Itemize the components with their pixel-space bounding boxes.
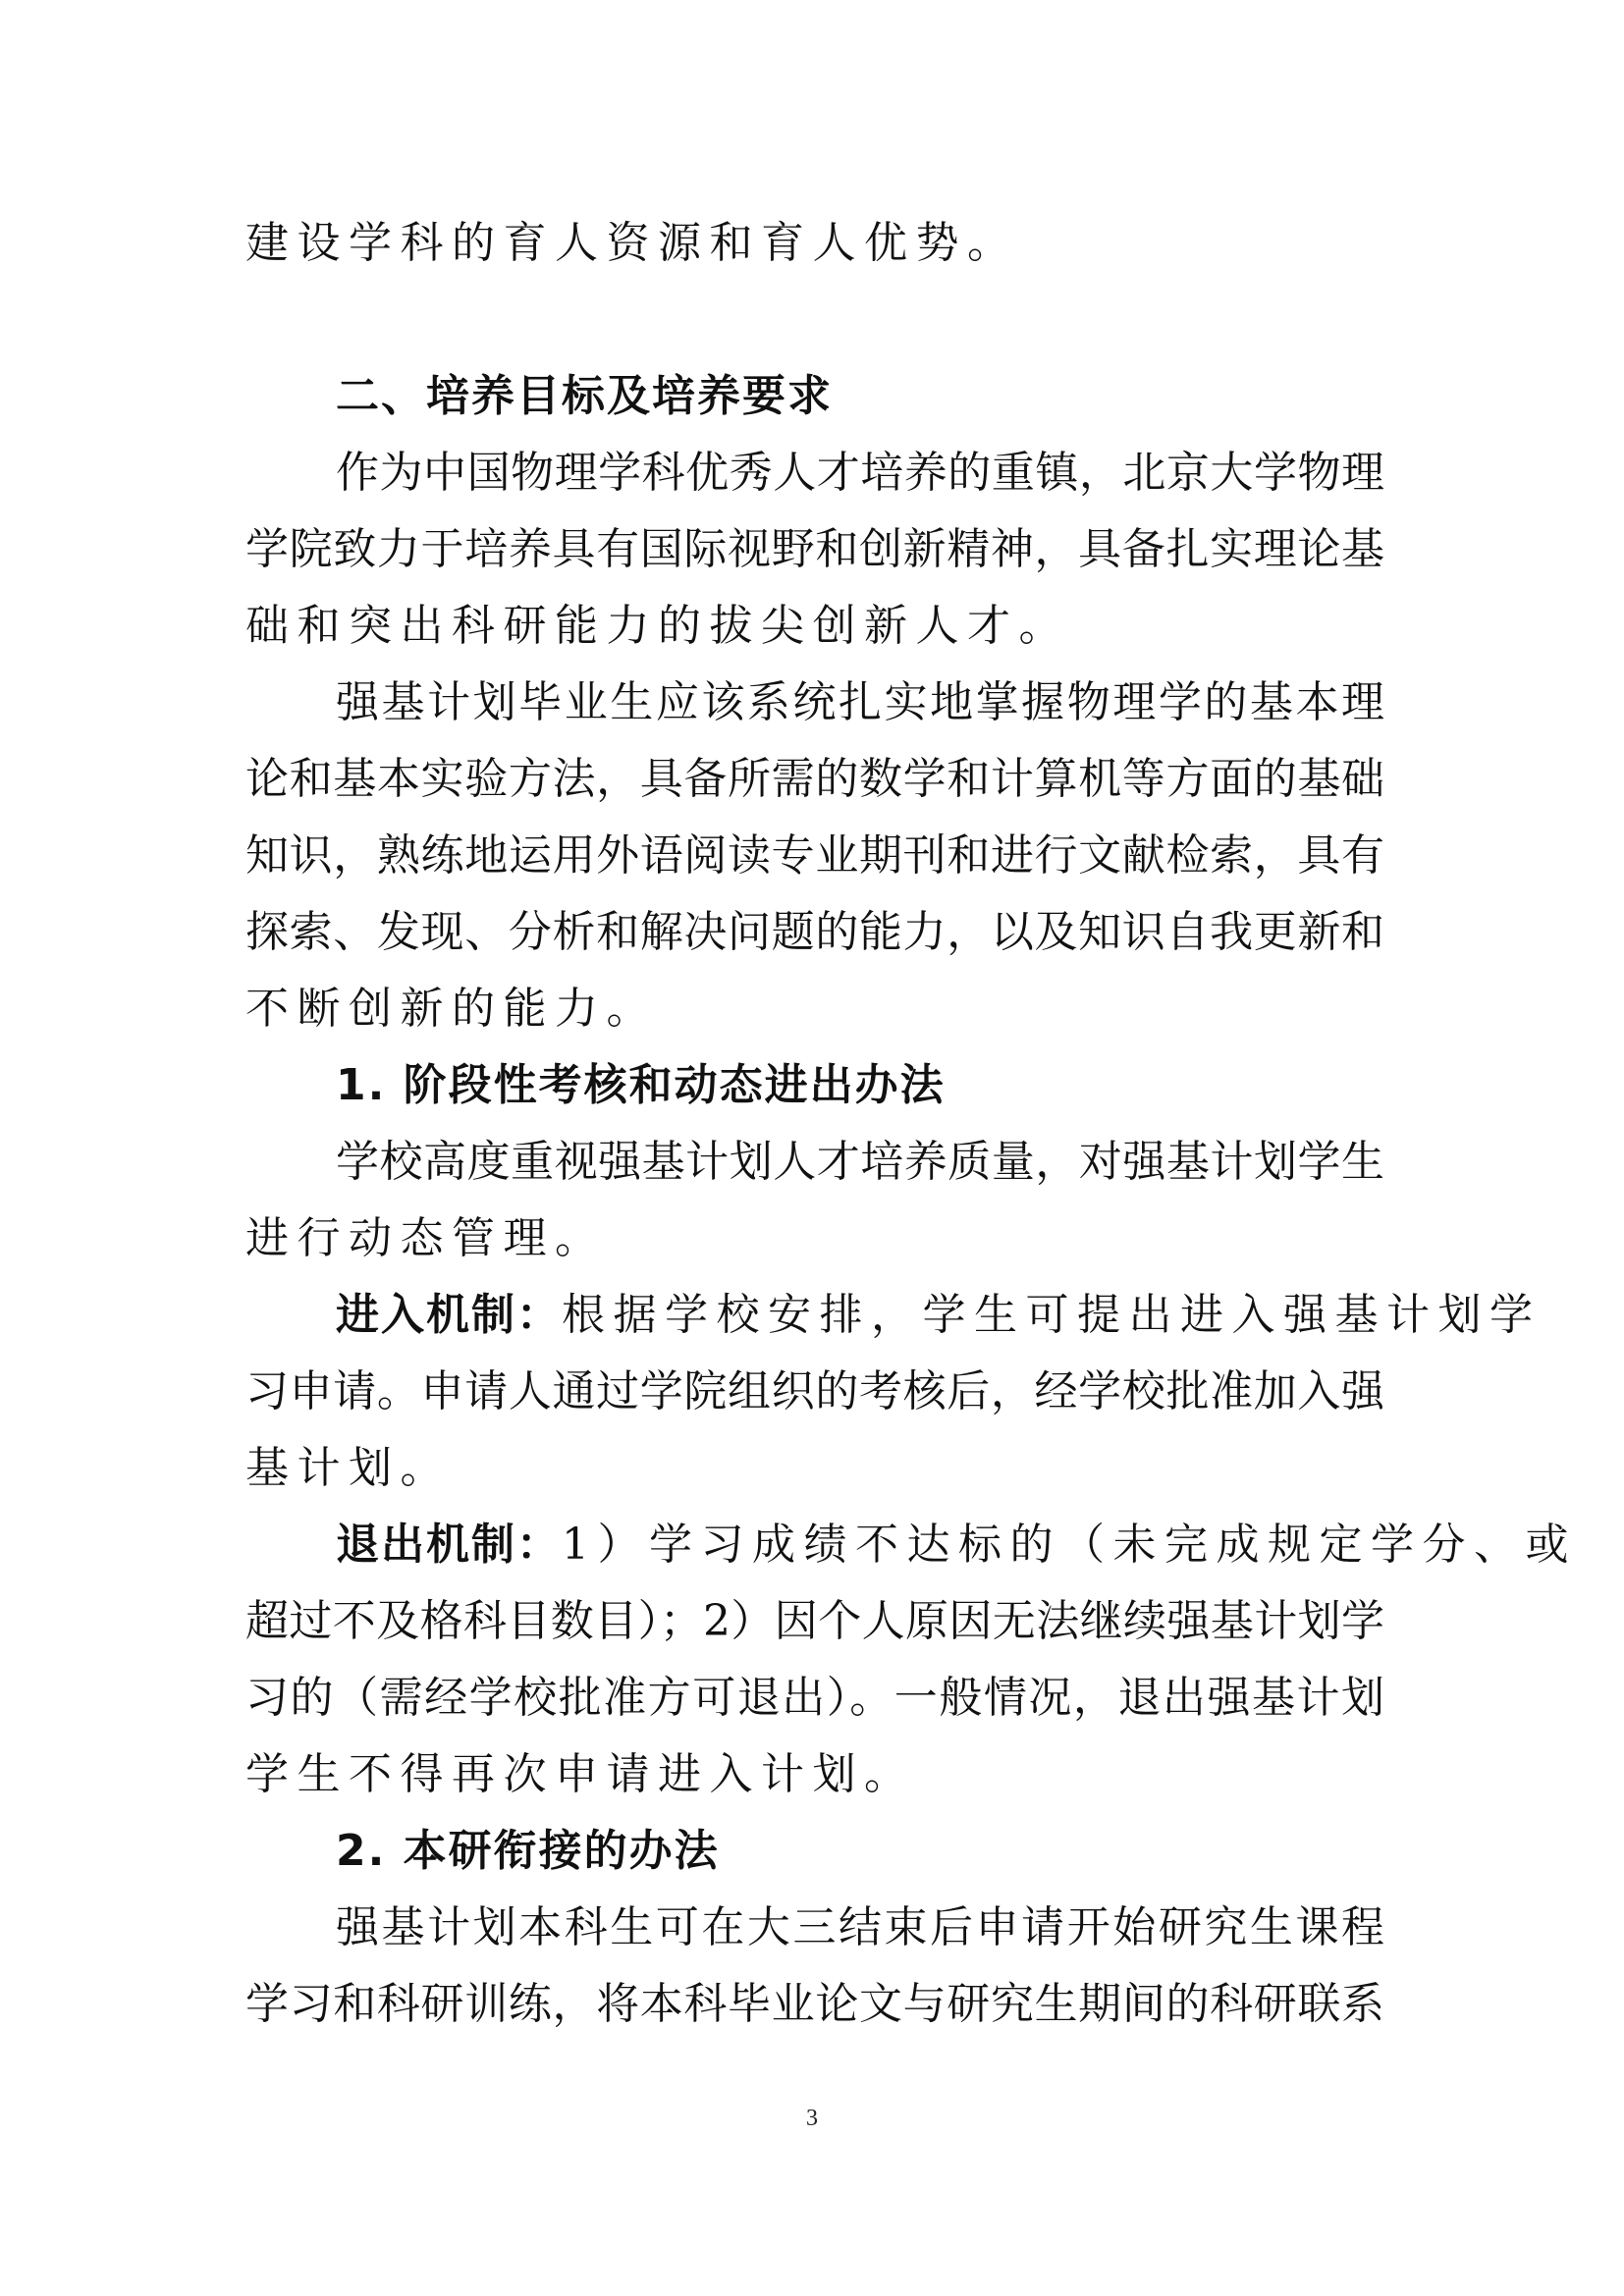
paragraph-line: 探索、发现、分析和解决问题的能力，以及知识自我更新和 [245,907,1384,957]
paragraph-line [336,1516,1577,1575]
paragraph-line: 学校高度重视强基计划人才培养质量，对强基计划学生 [336,1137,1384,1187]
paragraph-line: 习申请。申请人通过学院组织的考核后，经学校批准加入强 [245,1366,1384,1416]
paragraph-line: 建设学科的育人资源和育人优势。 [245,218,1019,268]
paragraph-line: 学习和科研训练，将本科毕业论文与研究生期间的科研联系 [245,1979,1384,2029]
paragraph-line: 基计划。 [245,1443,452,1493]
paragraph-line: 习的（需经学校批准方可退出）。一般情况，退出强基计划 [245,1673,1384,1723]
paragraph-line: 础和突出科研能力的拔尖创新人才。 [245,601,1070,651]
subsection-heading: 2. 本研衔接的办法 [336,1826,720,1876]
paragraph-text: 1）学习成绩不达标的（未完成规定学分、或 [562,1520,1577,1570]
page-number: 3 [806,2106,818,2131]
paragraph-line: 知识，熟练地运用外语阅读专业期刊和进行文献检索，具有 [245,830,1384,881]
subsection-heading: 1. 阶段性考核和动态进出办法 [336,1060,946,1110]
exit-mechanism-label: 退出机制： [336,1520,562,1570]
section-heading: 二、培养目标及培养要求 [336,371,833,421]
entry-mechanism-label: 进入机制： [336,1290,562,1340]
paragraph-line: 学生不得再次申请进入计划。 [245,1749,916,1799]
paragraph-line: 作为中国物理学科优秀人才培养的重镇，北京大学物理 [336,448,1384,498]
paragraph-line [336,1286,1542,1345]
paragraph-text: 根据学校安排，学生可提出进入强基计划学 [562,1290,1542,1340]
paragraph-line: 超过不及格科目数目）；2）因个人原因无法继续强基计划学 [245,1596,1384,1646]
paragraph-line: 论和基本实验方法，具备所需的数学和计算机等方面的基础 [245,754,1384,804]
paragraph-line: 学院致力于培养具有国际视野和创新精神，具备扎实理论基 [245,524,1384,574]
paragraph-line: 进行动态管理。 [245,1213,607,1263]
paragraph-line: 强基计划本科生可在大三结束后申请开始研究生课程 [336,1902,1384,1952]
paragraph-line: 不断创新的能力。 [245,984,658,1034]
paragraph-line: 强基计划毕业生应该系统扎实地掌握物理学的基本理 [336,677,1384,727]
